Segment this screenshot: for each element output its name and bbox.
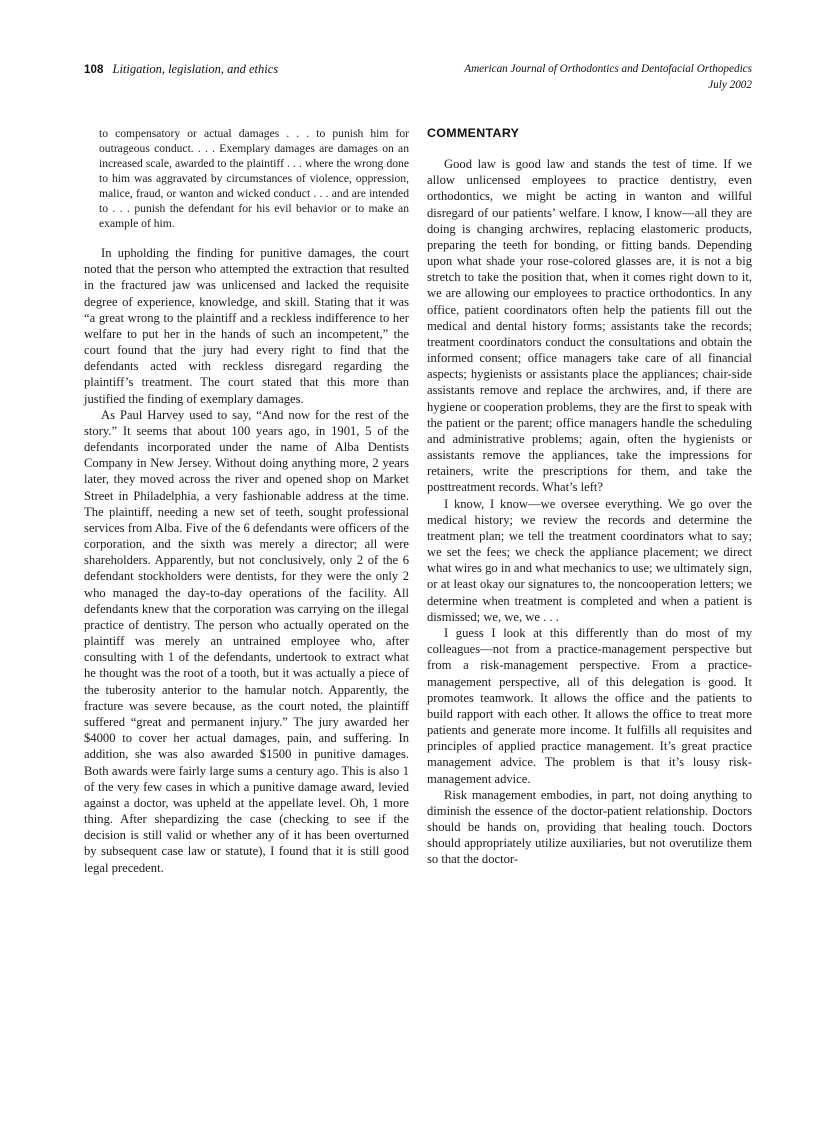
commentary-heading: COMMENTARY [427, 126, 520, 140]
journal-title: American Journal of Orthodontics and Dentofacial Orthopedics [464, 63, 752, 75]
paragraph: I know, I know—we oversee everything. We go over the medical history; we review the records and determine the treatment plan; we tell the treatment coordinators what to say; we set the fees; we check the appliance placement; we direct what wires go in and what mechanics to use; we ultimately sign, or at least okay our signatures to, the noncooperation letters; we determine when treatment is completed and when a patient is dismissed; we, we, we . . . [427, 496, 752, 624]
block-quote-text: to compensatory or actual damages . . . to punish him for outrageous conduct. . . . Exemplary damages are damages on an increased scale, awarded to the plaintiff . . . where the wrong done to him was aggravated by circumstances of violence, oppression, malice, fraud, or wanton and wicked conduct . . . and are intended to . . . punish the defendant for his evil behavior or to make an example of him. [99, 127, 409, 230]
section-title: Litigation, legislation, and ethics [112, 62, 279, 76]
running-head-right [464, 62, 752, 94]
paragraph: I guess I look at this differently than do most of my colleagues—not from a practice-management perspective but from a risk-management perspective. From a practice-management perspective, all of this delegation is good. It promotes teamwork. It allows the office and the patients to build rapport with each other. It allows the office to treat more patients and generate more income. It fulfills all requisites and principles of applied practice management. It’s great practice management advice. The problem is that it’s lousy risk-management advice. [427, 625, 752, 786]
issue-date: July 2002 [708, 78, 752, 91]
paragraph: In upholding the finding for punitive damages, the court noted that the person who attempted the extraction that resulted in the fractured jaw was unlicensed and lacked the requisite degree of experience, knowledge, and skill. Stating that it was “a great wrong to the plaintiff and a reckless indifference to her welfare to put her in the hands of such an incompetent,” the court found that the jury had every right to find that the defendants acted with reckless disregard regarding the plaintiff’s treatment. The court stated that this more than justified the finding of exemplary damages. [84, 246, 409, 406]
paragraph: As Paul Harvey used to say, “And now for the rest of the story.” It seems that about 100 years ago, in 1901, 5 of the defendants incorporated under the name of Alba Dentists Company in New Jersey. Without doing anything more, 2 years later, they moved across the river and opened shop on Market Street in Philadelphia, a very fashionable address at the time. The plaintiff, needing a new set of teeth, sought professional services from Alba. Five of the 6 defendants were officers of the corporation, and the sixth was merely a director; all were shareholders. Apparently, but not conclusively, only 2 of the 6 defendant stockholders were dentists, for they were the only 2 who managed the day-to-day operations of the facility. All defendants knew that the corporation was carrying on the illegal practice of dentistry. The person who actually operated on the plaintiff was merely an untrained employee who, after consulting with 1 of the defendants, undertook to extract what he thought was the root of a tooth, but it was actually a piece of the tuberosity anterior to the hamular notch. Apparently, the fracture was severe because, as the court noted, the plaintiff suffered “great and permanent injury.” The jury awarded her $4000 to cover her actual damages, pain, and suffering. In addition, she was also awarded $1500 in punitive damages. Both awards were fairly large sums a century ago. This is also 1 of the very few cases in which a punitive damage award, levied against a doctor, was upheld at the appellate level. Oh, 1 more thing. After shepardizing the case (checking to see if the decision is still valid or whether any of it has been overturned by subsequent case law or statute), I found that it is still good legal precedent. [84, 407, 409, 875]
paragraph: Good law is good law and stands the test of time. If we allow unlicensed employees to practice dentistry, even orthodontics, we might be acting in wanton and willful disregard of our patients’ welfare. I know, I know—all they are doing is changing archwires, replacing elastomeric products, preparing the teeth for bonding, or fitting bands. Depending upon what shade your rose-colored glasses are, it is not a big stretch to take the position that, when it comes right down to it, we are allowing our employees to practice orthodontics. In any office, patient coordinators often help the patients fill out the medical and dental history forms; assistants take the records; treatment coordinators conduct the consultations and obtain the informed consent; office managers take care of all financial aspects; hygienists or assistants place the appliances; chair-side assistants remove and replace the archwires, and, if there are hygiene or cooperation problems, they are the first to speak with the patient or the parent; office managers handle the scheduling and administrative problems; again, often the hygienists or assistants remove the appliances, take the impressions for retainers, write the prescriptions for them, and take the posttreatment records. What’s left? [427, 157, 752, 495]
right-column [427, 126, 752, 1056]
running-head [84, 62, 752, 94]
body-columns [84, 126, 752, 1056]
left-column [84, 126, 409, 1056]
block-quote [99, 126, 409, 231]
paragraph: Risk management embodies, in part, not doing anything to diminish the essence of the doctor-patient relationship. Doctors should be hands on, providing that healing touch. Doctors should appropriately utilize auxiliaries, but not overutilize them so that the doctor- [427, 787, 752, 867]
running-head-left [84, 62, 278, 77]
page-number: 108 [84, 64, 104, 76]
